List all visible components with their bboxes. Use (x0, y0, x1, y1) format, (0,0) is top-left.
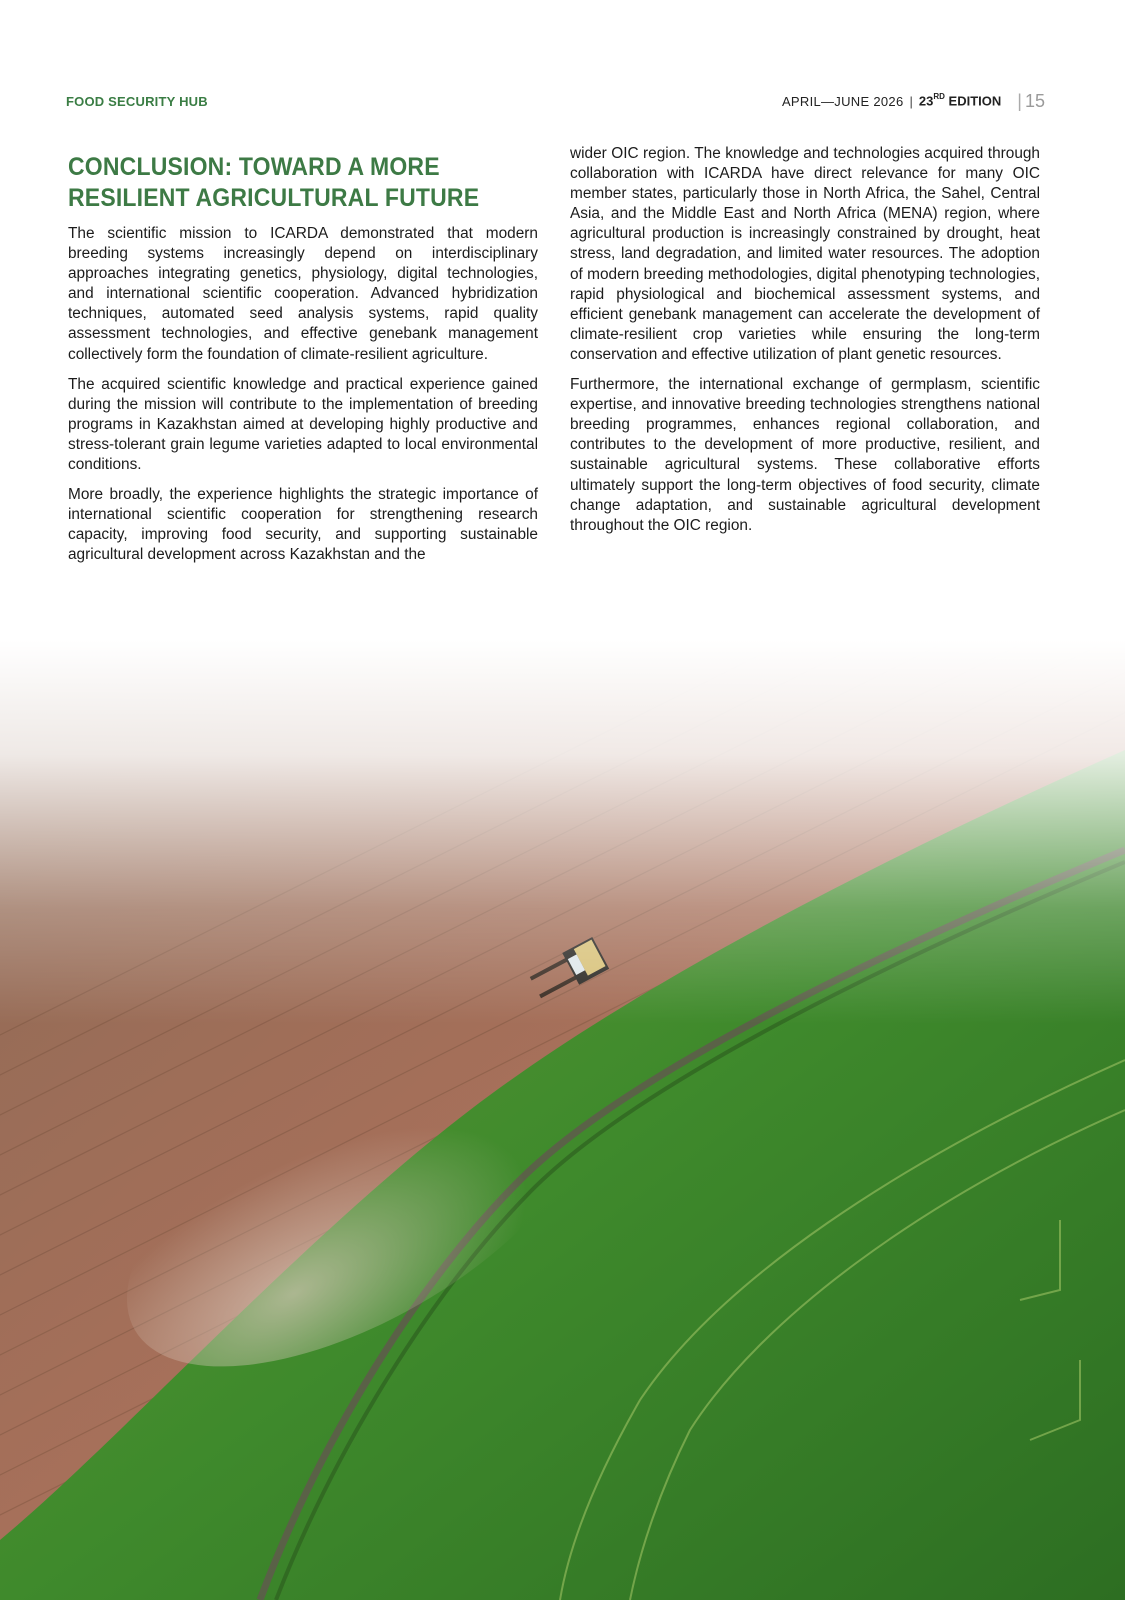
aerial-field-photo (0, 640, 1125, 1600)
paragraph: Furthermore, the international exchange of germplasm, scientific expertise, and innovative breeding technologies strengthens national breeding programmes, enhances regional collaboration, and contributes to the development of more productive, resilient, and sustainable agricultural systems. These collaborative efforts ultimately support the long-term objectives of food security, climate change adaptation, and sustainable agricultural development throughout the OIC region. (570, 376, 1040, 534)
page-header (66, 88, 1045, 114)
publication-name: FOOD SECURITY HUB (66, 93, 208, 109)
article-right-column (570, 144, 1040, 546)
issue-separator: | (909, 93, 913, 109)
article-title-line-1: CONCLUSION: TOWARD A MORE (68, 153, 440, 181)
top-fade (0, 640, 1125, 1600)
edition-word: EDITION (948, 93, 1002, 109)
edition-number: 23 (918, 93, 934, 109)
article-left-column (68, 150, 538, 576)
edition-suffix: RD (933, 92, 945, 102)
page-number: 15 (1024, 90, 1045, 111)
page-separator: | (1017, 90, 1022, 111)
issue-period: APRIL—JUNE 2026 (781, 93, 904, 109)
paragraph: The scientific mission to ICARDA demonstrated that modern breeding systems increasingly depend on interdisciplinary approaches integrating genetics, physiology, digital technologies, and international scientific cooperation. Advanced hybridization techniques, automated seed analysis systems, rapid quality assessment technologies, and effective genebank management collectively form the foundation of climate-resilient agriculture. (68, 225, 538, 363)
issue-info (782, 91, 1045, 112)
paragraph: The acquired scientific knowledge and practical experience gained during the mission will contribute to the implementation of breeding programs in Kazakhstan aimed at developing highly productive and stress-tolerant grain legume varieties adapted to local environmental conditions. (68, 375, 538, 474)
article-title-line-2: RESILIENT AGRICULTURAL FUTURE (68, 184, 480, 212)
paragraph: wider OIC region. The knowledge and technologies acquired through collaboration with ICARDA have direct relevance for many OIC member states, particularly those in North Africa, the Sahel, Central Asia, and the Middle East and North Africa (MENA) region, where agricultural production is increasingly constrained by drought, heat stress, land degradation, and limited water resources. The adoption of modern breeding methodologies, digital phenotyping technologies, rapid physiological and biochemical assessment systems, and efficient genebank management can accelerate the development of climate-resilient crop varieties while ensuring the long-term conservation and effective utilization of plant genetic resources. (570, 145, 1040, 363)
paragraph: More broadly, the experience highlights the strategic importance of international scientific cooperation for strengthening research capacity, improving food security, and supporting sustainable agricultural development across Kazakhstan and the (68, 486, 538, 564)
edition-label (919, 93, 1001, 108)
article-title (68, 152, 500, 214)
